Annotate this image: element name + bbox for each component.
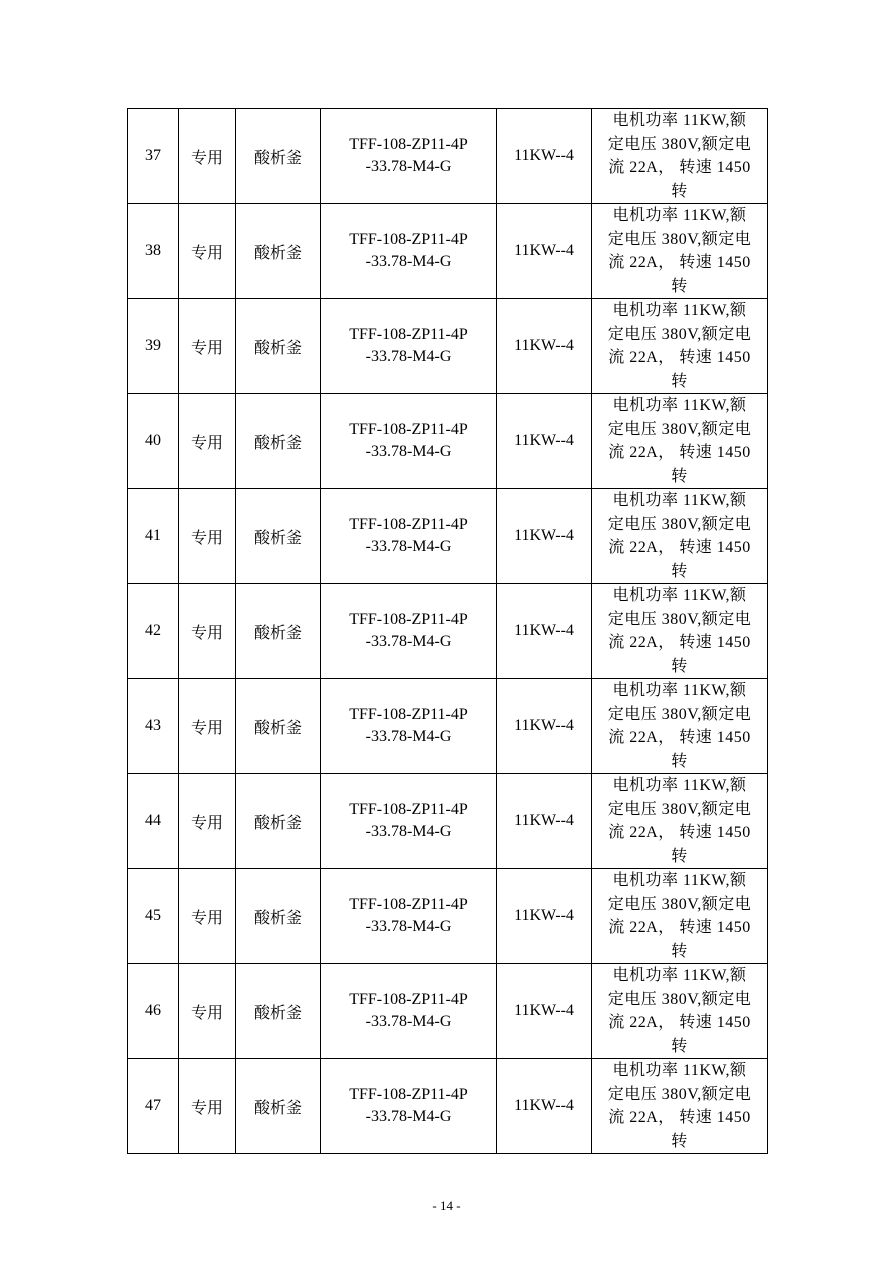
row-model — [321, 679, 497, 774]
row-equipment-name: 酸析釜 — [236, 299, 321, 394]
spec-line-4: 转 — [671, 657, 688, 675]
row-number: 46 — [128, 964, 179, 1059]
row-model — [321, 1059, 497, 1154]
spec-line-3: 流 22A， 转速 1450 — [608, 729, 751, 746]
table-row — [128, 679, 768, 774]
row-number: 47 — [128, 1059, 179, 1154]
model-line-2: -33.78-M4-G — [365, 1013, 452, 1030]
model-line-1: TFF-108-ZP11-4P — [349, 421, 468, 438]
spec-line-1: 电机功率 11KW,额 — [612, 777, 747, 794]
spec-line-3: 流 22A， 转速 1450 — [608, 919, 751, 936]
row-category: 专用 — [179, 584, 236, 679]
model-line-2: -33.78-M4-G — [365, 1108, 452, 1125]
spec-line-4: 转 — [671, 277, 688, 295]
spec-line-4: 转 — [671, 182, 688, 200]
spec-line-2: 定电压 380V,额定电 — [607, 990, 752, 1008]
row-power: 11KW--4 — [497, 869, 592, 964]
row-power: 11KW--4 — [497, 109, 592, 204]
table-row — [128, 489, 768, 584]
model-line-1: TFF-108-ZP11-4P — [349, 706, 468, 723]
row-spec — [592, 679, 768, 774]
table-row — [128, 299, 768, 394]
spec-line-1: 电机功率 11KW,额 — [612, 587, 747, 604]
spec-line-2: 定电压 380V,额定电 — [607, 1085, 752, 1103]
row-power: 11KW--4 — [497, 679, 592, 774]
spec-line-2: 定电压 380V,额定电 — [607, 705, 752, 723]
row-category: 专用 — [179, 964, 236, 1059]
row-power: 11KW--4 — [497, 584, 592, 679]
spec-line-2: 定电压 380V,额定电 — [607, 800, 752, 818]
row-power: 11KW--4 — [497, 964, 592, 1059]
model-line-1: TFF-108-ZP11-4P — [349, 516, 468, 533]
model-line-1: TFF-108-ZP11-4P — [349, 136, 468, 153]
row-equipment-name: 酸析釜 — [236, 679, 321, 774]
model-line-2: -33.78-M4-G — [365, 348, 452, 365]
spec-line-2: 定电压 380V,额定电 — [607, 610, 752, 628]
row-spec — [592, 489, 768, 584]
row-number: 43 — [128, 679, 179, 774]
table-row — [128, 584, 768, 679]
model-line-1: TFF-108-ZP11-4P — [349, 326, 468, 343]
page-number: - 14 - — [432, 1198, 461, 1213]
row-model — [321, 584, 497, 679]
model-line-2: -33.78-M4-G — [365, 918, 452, 935]
spec-line-1: 电机功率 11KW,额 — [612, 967, 747, 984]
spec-line-3: 流 22A， 转速 1450 — [608, 539, 751, 556]
spec-line-3: 流 22A， 转速 1450 — [608, 1014, 751, 1031]
row-spec — [592, 1059, 768, 1154]
row-equipment-name: 酸析釜 — [236, 394, 321, 489]
spec-line-3: 流 22A， 转速 1450 — [608, 634, 751, 651]
spec-line-1: 电机功率 11KW,额 — [612, 492, 747, 509]
row-spec — [592, 964, 768, 1059]
row-equipment-name: 酸析釜 — [236, 204, 321, 299]
table-row — [128, 869, 768, 964]
row-spec — [592, 109, 768, 204]
model-line-2: -33.78-M4-G — [365, 158, 452, 175]
model-line-1: TFF-108-ZP11-4P — [349, 801, 468, 818]
model-line-1: TFF-108-ZP11-4P — [349, 991, 468, 1008]
row-category: 专用 — [179, 679, 236, 774]
spec-line-3: 流 22A， 转速 1450 — [608, 159, 751, 176]
model-line-2: -33.78-M4-G — [365, 823, 452, 840]
model-line-1: TFF-108-ZP11-4P — [349, 611, 468, 628]
model-line-1: TFF-108-ZP11-4P — [349, 896, 468, 913]
row-power: 11KW--4 — [497, 774, 592, 869]
row-number: 41 — [128, 489, 179, 584]
spec-line-2: 定电压 380V,额定电 — [607, 420, 752, 438]
spec-line-3: 流 22A， 转速 1450 — [608, 1109, 751, 1126]
row-equipment-name: 酸析釜 — [236, 584, 321, 679]
row-power: 11KW--4 — [497, 1059, 592, 1154]
row-category: 专用 — [179, 1059, 236, 1154]
row-spec — [592, 299, 768, 394]
table-row — [128, 204, 768, 299]
spec-line-4: 转 — [671, 562, 688, 580]
spec-line-4: 转 — [671, 847, 688, 865]
row-number: 40 — [128, 394, 179, 489]
row-spec — [592, 774, 768, 869]
row-equipment-name: 酸析釜 — [236, 774, 321, 869]
row-category: 专用 — [179, 299, 236, 394]
row-equipment-name: 酸析釜 — [236, 109, 321, 204]
spec-line-2: 定电压 380V,额定电 — [607, 895, 752, 913]
row-power: 11KW--4 — [497, 394, 592, 489]
spec-line-4: 转 — [671, 467, 688, 485]
row-category: 专用 — [179, 109, 236, 204]
row-number: 39 — [128, 299, 179, 394]
row-model — [321, 489, 497, 584]
row-number: 42 — [128, 584, 179, 679]
spec-line-1: 电机功率 11KW,额 — [612, 682, 747, 699]
spec-line-4: 转 — [671, 1037, 688, 1055]
spec-line-3: 流 22A， 转速 1450 — [608, 444, 751, 461]
row-number: 38 — [128, 204, 179, 299]
row-model — [321, 964, 497, 1059]
equipment-table-body — [128, 109, 768, 1154]
model-line-1: TFF-108-ZP11-4P — [349, 1086, 468, 1103]
model-line-1: TFF-108-ZP11-4P — [349, 231, 468, 248]
row-model — [321, 109, 497, 204]
row-spec — [592, 869, 768, 964]
spec-line-2: 定电压 380V,额定电 — [607, 515, 752, 533]
row-spec — [592, 584, 768, 679]
model-line-2: -33.78-M4-G — [365, 633, 452, 650]
row-category: 专用 — [179, 489, 236, 584]
row-model — [321, 774, 497, 869]
row-spec — [592, 394, 768, 489]
spec-line-3: 流 22A， 转速 1450 — [608, 254, 751, 271]
row-spec — [592, 204, 768, 299]
spec-line-3: 流 22A， 转速 1450 — [608, 349, 751, 366]
spec-line-1: 电机功率 11KW,额 — [612, 112, 747, 129]
row-number: 37 — [128, 109, 179, 204]
model-line-2: -33.78-M4-G — [365, 728, 452, 745]
row-model — [321, 394, 497, 489]
model-line-2: -33.78-M4-G — [365, 443, 452, 460]
row-number: 44 — [128, 774, 179, 869]
spec-line-1: 电机功率 11KW,额 — [612, 872, 747, 889]
spec-line-4: 转 — [671, 372, 688, 390]
spec-line-1: 电机功率 11KW,额 — [612, 207, 747, 224]
spec-line-2: 定电压 380V,额定电 — [607, 230, 752, 248]
row-equipment-name: 酸析釜 — [236, 869, 321, 964]
row-power: 11KW--4 — [497, 489, 592, 584]
equipment-table — [127, 108, 768, 1154]
table-row — [128, 964, 768, 1059]
row-model — [321, 204, 497, 299]
spec-line-4: 转 — [671, 1132, 688, 1150]
table-row — [128, 774, 768, 869]
table-row — [128, 109, 768, 204]
row-category: 专用 — [179, 869, 236, 964]
spec-line-4: 转 — [671, 942, 688, 960]
spec-line-2: 定电压 380V,额定电 — [607, 325, 752, 343]
table-row — [128, 394, 768, 489]
model-line-2: -33.78-M4-G — [365, 538, 452, 555]
spec-line-4: 转 — [671, 752, 688, 770]
spec-line-1: 电机功率 11KW,额 — [612, 302, 747, 319]
row-power: 11KW--4 — [497, 299, 592, 394]
spec-line-3: 流 22A， 转速 1450 — [608, 824, 751, 841]
row-equipment-name: 酸析釜 — [236, 1059, 321, 1154]
row-model — [321, 869, 497, 964]
row-category: 专用 — [179, 774, 236, 869]
row-power: 11KW--4 — [497, 204, 592, 299]
row-equipment-name: 酸析釜 — [236, 964, 321, 1059]
spec-line-2: 定电压 380V,额定电 — [607, 135, 752, 153]
row-model — [321, 299, 497, 394]
spec-line-1: 电机功率 11KW,额 — [612, 397, 747, 414]
row-category: 专用 — [179, 394, 236, 489]
spec-line-1: 电机功率 11KW,额 — [612, 1062, 747, 1079]
row-equipment-name: 酸析釜 — [236, 489, 321, 584]
table-row — [128, 1059, 768, 1154]
row-category: 专用 — [179, 204, 236, 299]
model-line-2: -33.78-M4-G — [365, 253, 452, 270]
row-number: 45 — [128, 869, 179, 964]
